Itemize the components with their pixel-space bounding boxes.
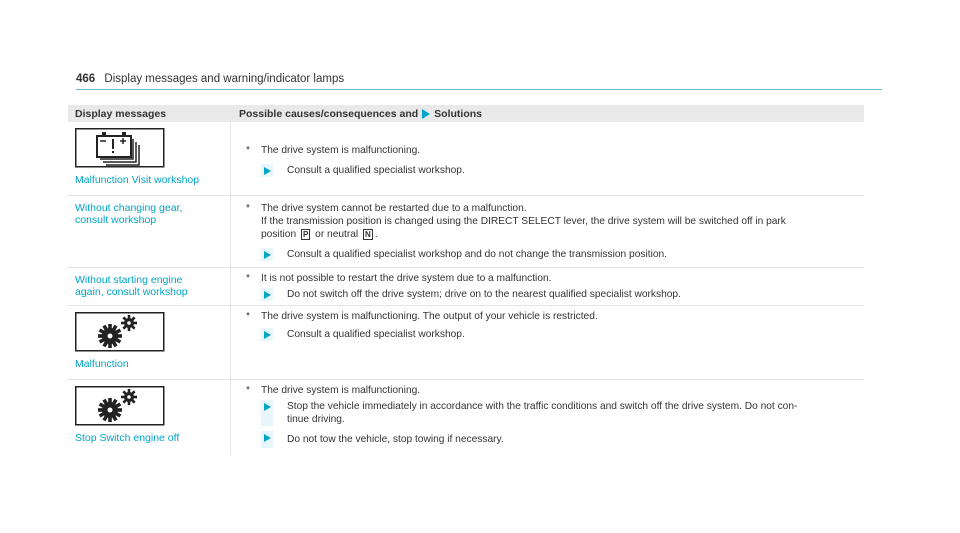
table-row <box>68 268 864 306</box>
table-row <box>68 306 864 380</box>
table-row <box>68 122 864 196</box>
causes-cell <box>231 268 864 305</box>
cause-text-period: . <box>374 229 378 240</box>
solution-bullet <box>261 164 273 177</box>
message-text: Malfunction <box>75 358 129 370</box>
bullet-star: * <box>246 203 250 214</box>
bullet-star: * <box>246 273 250 284</box>
message-text: Stop Switch engine off <box>75 432 180 444</box>
solution-text: Do not tow the vehicle, stop towing if necessary. <box>287 434 504 445</box>
message-cell <box>68 268 231 305</box>
page-header-title: Display messages and warning/indicator lamps <box>104 73 345 85</box>
cause-text-neutral: or neutral <box>315 229 359 240</box>
solution-bullet <box>261 288 273 301</box>
causes-cell <box>231 122 864 195</box>
cause-text-position: position <box>261 229 297 240</box>
battery-warning-icon <box>75 128 164 167</box>
cause-text-line3 <box>261 228 854 241</box>
park-position-symbol: P <box>302 230 309 239</box>
table-row <box>68 380 864 455</box>
arrow-right-icon <box>264 434 271 442</box>
col-header-causes-solutions <box>231 108 482 120</box>
solution-text-line1: Stop the vehicle immediately in accordance with the traffic conditions and switch off the drive system. Do not con- <box>287 401 798 412</box>
cause-text: It is not possible to restart the drive system due to a malfunction. <box>261 273 552 284</box>
cause-text: The drive system is malfunctioning. <box>261 385 421 396</box>
bullet-star: * <box>246 385 250 396</box>
message-text-line2: consult workshop <box>75 214 157 226</box>
solution-text: Consult a qualified specialist workshop. <box>287 165 465 176</box>
message-text: Malfunction Visit workshop <box>75 174 200 186</box>
cause-text: The drive system is malfunctioning. The output of your vehicle is restricted. <box>261 311 598 322</box>
solution-text: Consult a qualified specialist workshop. <box>287 329 465 340</box>
message-cell <box>68 380 231 455</box>
page-header <box>76 73 344 85</box>
col-header-display-messages: Display messages <box>75 107 167 120</box>
solution-text-line2: tinue driving. <box>287 414 345 425</box>
causes-cell <box>231 380 864 455</box>
solution-text: Do not switch off the drive system; drive on to the nearest qualified specialist workshop. <box>287 289 681 300</box>
arrow-right-icon <box>264 167 271 175</box>
bullet-star: * <box>246 311 250 322</box>
col-header-causes: Possible causes/consequences and <box>239 107 419 120</box>
gears-icon <box>75 312 164 351</box>
neutral-position-symbol: N <box>365 230 371 239</box>
solution-bullet <box>261 431 273 448</box>
message-text-line1: Without changing gear, <box>75 202 183 214</box>
cause-text: The drive system cannot be restarted due to a malfunction. <box>261 203 527 214</box>
arrow-right-icon <box>264 403 271 411</box>
cause-text-line2: If the transmission position is changed using the DIRECT SELECT lever, the drive system will be switched off in park <box>261 216 786 227</box>
message-text-line1: Without starting engine <box>75 274 183 286</box>
message-cell <box>68 196 231 267</box>
message-text-line2: again, consult workshop <box>75 286 188 298</box>
table-header <box>68 105 864 122</box>
solution-bullet <box>261 328 273 341</box>
cause-text: The drive system is malfunctioning. <box>261 145 421 156</box>
arrow-right-icon <box>264 291 271 299</box>
solution-bullet <box>261 248 273 261</box>
arrow-right-icon <box>422 109 430 119</box>
table-row <box>68 196 864 268</box>
arrow-right-icon <box>264 251 271 259</box>
bullet-star: * <box>246 145 250 156</box>
messages-table <box>68 105 864 455</box>
header-divider <box>76 89 882 90</box>
causes-cell <box>231 196 864 267</box>
arrow-right-icon <box>264 331 271 339</box>
col-header-solutions: Solutions <box>434 107 483 120</box>
page-number: 466 <box>76 73 96 85</box>
solution-text: Consult a qualified specialist workshop and do not change the transmission position. <box>287 249 667 260</box>
message-cell <box>68 122 231 195</box>
message-cell <box>68 306 231 379</box>
gears-icon <box>75 386 164 425</box>
solution-bullet <box>261 400 273 426</box>
causes-cell <box>231 306 864 379</box>
